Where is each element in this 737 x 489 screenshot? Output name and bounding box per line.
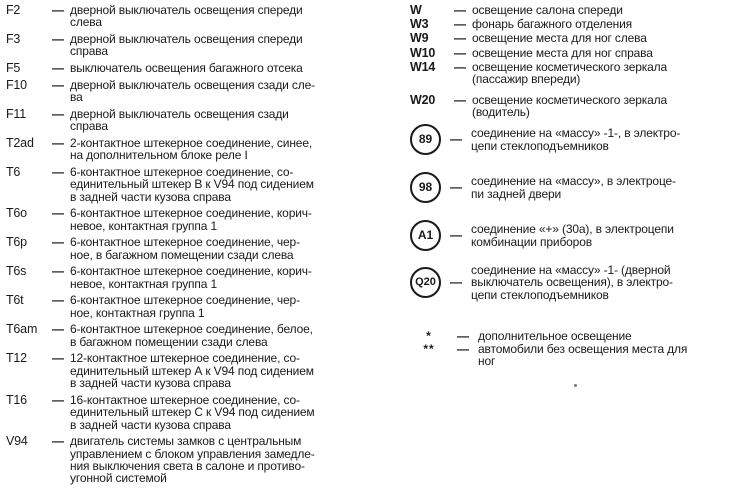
dash: — xyxy=(52,322,64,337)
component-description: освещение места для ног справа xyxy=(472,45,653,60)
component-description: 6-контактное штекерное соединение, корич- невое, контактная группа 1 xyxy=(70,206,312,233)
ground-point-marker: 98 xyxy=(410,172,441,203)
ground-point-entry xyxy=(410,124,721,155)
legend-entry xyxy=(6,207,378,232)
dash: — xyxy=(52,392,64,407)
footnote-mark: ** xyxy=(423,342,435,356)
component-code: F5 xyxy=(6,61,21,75)
right-legend-column xyxy=(410,3,735,369)
component-description: дверной выключатель освещения спереди слева xyxy=(70,3,303,30)
legend-entry xyxy=(6,294,378,319)
component-description: освещение косметического зеркала (водитель) xyxy=(472,92,668,120)
dash: — xyxy=(52,136,64,150)
legend-entry xyxy=(6,33,378,58)
legend-entry xyxy=(410,47,735,59)
legend-entry xyxy=(6,62,378,74)
ground-point-description: соединение на «массу», в электроце- пи задней двери xyxy=(471,174,676,201)
dash: — xyxy=(454,3,466,17)
legend-entry xyxy=(6,166,378,203)
dash: — xyxy=(52,106,64,121)
footnote-entry xyxy=(410,330,736,342)
ground-point-entry xyxy=(410,220,721,251)
component-code: W9 xyxy=(410,31,429,46)
dash: — xyxy=(52,351,64,366)
component-description: 6-контактное штекерное соединение, чер- ное, контактная группа 1 xyxy=(70,293,300,320)
component-code: W20 xyxy=(410,92,436,107)
component-description: освещение салона спереди xyxy=(472,3,623,17)
dash: — xyxy=(52,235,64,250)
component-code: W10 xyxy=(410,45,436,60)
component-description: 6-контактное штекерное соединение, белое, в багажном помещении сзади слева xyxy=(70,322,313,349)
component-description: фонарь багажного отделения xyxy=(472,17,633,32)
legend-entry xyxy=(410,32,735,44)
dash: — xyxy=(450,228,462,243)
dash: — xyxy=(52,293,64,308)
component-code: T6am xyxy=(6,322,38,337)
dash: — xyxy=(454,59,466,74)
component-description: 16-контактное штекерное соединение, со- единительный штекер С к V94 под сидением в задней части кузова справа xyxy=(70,392,315,432)
legend-entry xyxy=(6,4,378,29)
dash: — xyxy=(457,329,469,343)
dash: — xyxy=(52,77,64,92)
footnote-description: автомобили без освещения места для ног xyxy=(478,342,688,369)
component-description: дверной выключатель освещения сзади сле- ва xyxy=(70,77,315,104)
dash: — xyxy=(454,31,466,46)
dash: — xyxy=(52,32,64,46)
component-description: 6-контактное штекерное соединение, чер- ное, в багажном помещении сзади слева xyxy=(70,235,300,262)
ground-point-entry xyxy=(410,172,721,203)
ground-point-description: соединение на «массу» -1-, в электро- цепи стеклоподъемников xyxy=(471,126,681,153)
component-description: двигатель системы замков с центральным управлением с блоком управления замедле- ния выключения света в салоне и противо- угонной системой xyxy=(70,434,315,486)
dash: — xyxy=(52,61,64,75)
legend-entry xyxy=(6,394,378,431)
component-code: T6t xyxy=(6,293,24,308)
component-code: T2ad xyxy=(6,136,34,150)
ground-point-entry xyxy=(410,264,721,301)
legend-entry xyxy=(410,61,735,86)
footnote-entry xyxy=(410,343,736,368)
component-code: T12 xyxy=(6,351,27,366)
component-description: 12-контактное штекерное соединение, со- единительный штекер А к V94 под сидением в задней части кузова справа xyxy=(70,351,314,391)
legend-entry xyxy=(6,323,378,348)
legend-entry xyxy=(6,265,378,290)
legend-entry xyxy=(6,435,378,485)
component-description: выключатель освещения багажного отсека xyxy=(70,61,303,75)
ground-point-marker: Q20 xyxy=(410,267,441,298)
legend-entry xyxy=(6,352,378,389)
ground-point-description: соединение «+» (30а), в электроцепи комбинации приборов xyxy=(471,222,674,249)
component-code: T6 xyxy=(6,165,21,179)
dash: — xyxy=(450,275,462,290)
component-code: F3 xyxy=(6,32,21,46)
print-speck xyxy=(574,384,577,387)
component-description: 6-контактное штекерное соединение, корич- невое, контактная группа 1 xyxy=(70,264,312,291)
component-code: F10 xyxy=(6,77,27,92)
dash: — xyxy=(52,206,64,221)
component-code: W3 xyxy=(410,17,429,32)
component-code: T6s xyxy=(6,264,27,279)
footnote-description: дополнительное освещение xyxy=(478,329,632,343)
component-code: T6o xyxy=(6,206,27,221)
component-code: W xyxy=(410,3,422,17)
dash: — xyxy=(454,17,466,32)
dash: — xyxy=(457,342,469,356)
dash: — xyxy=(454,92,466,107)
dash: — xyxy=(52,3,64,17)
component-code: T6p xyxy=(6,235,27,250)
component-description: 2-контактное штекерное соединение, синее, на дополнительном блоке реле I xyxy=(70,136,313,163)
dash: — xyxy=(52,165,64,179)
legend-entry xyxy=(410,18,735,30)
legend-entry xyxy=(6,137,378,162)
component-description: дверной выключатель освещения спереди справа xyxy=(70,32,303,59)
legend-entry xyxy=(410,4,735,16)
dash: — xyxy=(454,45,466,60)
dash: — xyxy=(450,132,462,147)
ground-point-marker: A1 xyxy=(410,220,441,251)
footnote-mark: * xyxy=(426,329,432,343)
component-code: F11 xyxy=(6,106,27,121)
component-code: T16 xyxy=(6,392,27,407)
component-description: дверной выключатель освещения сзади справа xyxy=(70,106,289,133)
component-description: освещение косметического зеркала (пассажир впереди) xyxy=(472,59,668,87)
legend-entry xyxy=(6,79,378,104)
dash: — xyxy=(52,264,64,279)
wiring-legend xyxy=(0,3,737,486)
component-description: 6-контактное штекерное соединение, со- единительный штекер В к V94 под сидением в задней части кузова справа xyxy=(70,165,314,204)
component-description: освещение места для ног слева xyxy=(472,31,647,46)
dash: — xyxy=(52,434,64,449)
legend-entry xyxy=(6,108,378,133)
ground-point-description: соединение на «массу» -1- (дверной выключатель освещения), в электро- цепи стеклоподъемников xyxy=(471,263,673,302)
component-code: W14 xyxy=(410,59,436,74)
component-code: V94 xyxy=(6,434,28,449)
legend-entry xyxy=(410,94,735,119)
dash: — xyxy=(450,180,462,195)
left-legend-column xyxy=(6,4,378,489)
component-code: F2 xyxy=(6,3,21,17)
legend-entry xyxy=(6,236,378,261)
ground-point-marker: 89 xyxy=(410,124,441,155)
